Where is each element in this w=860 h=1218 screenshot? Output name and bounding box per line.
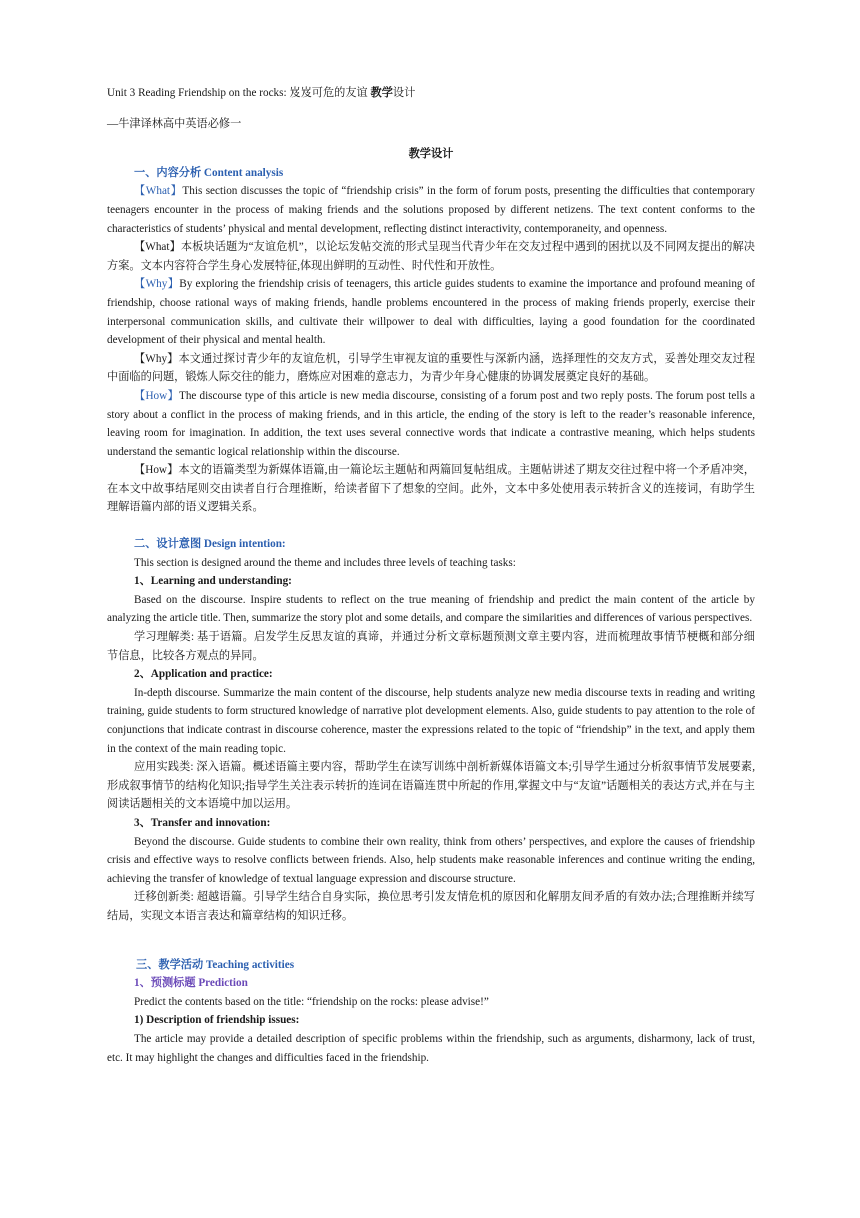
- what-en-paragraph: [107, 182, 755, 238]
- level1-heading: 1、Learning and understanding:: [134, 575, 292, 588]
- why-en-paragraph: [107, 275, 755, 349]
- level1-en: Based on the discourse. Inspire students to reflect on the true meaning of friendship and predict the main content of the article by analyzing the article title. Then, summarize the story plot and some details, and compare the similarities and differences of various perspectives.: [107, 593, 755, 625]
- prediction-intro: Predict the contents based on the title: “friendship on the rocks: please advise!”: [134, 995, 489, 1008]
- item1-text: The article may provide a detailed description of specific problems within the friendship, such as arguments, disharmony, lack of trust, etc. It may highlight the changes and difficulties faced in the friendship.: [107, 1032, 755, 1064]
- title-prefix: Unit 3 Reading Friendship on the rocks: 岌岌可危的友谊: [107, 87, 371, 99]
- what-tag: 【What】: [134, 185, 183, 198]
- title-suffix: 设计: [392, 87, 416, 99]
- how-tag: 【How】: [134, 389, 179, 402]
- spacer: [107, 926, 755, 956]
- level2-heading: 2、Application and practice:: [134, 668, 273, 681]
- document-subtitle: —牛津译林高中英语必修一: [107, 117, 242, 130]
- document-title: [107, 84, 755, 103]
- level3-zh: 迁移创新类: 超越语篇。引导学生结合自身实际，换位思考引发友情危机的原因和化解朋友间矛盾的有效办法;合理推断并续写结局，实现文本语言表达和篇章结构的知识迁移。: [107, 891, 755, 922]
- how-en-paragraph: [107, 387, 755, 461]
- level1-zh: 学习理解类: 基于语篇。启发学生反思友谊的真谛，并通过分析文章标题预测文章主要内容，进而梳理故事情节梗概和部分细节信息，比较各方观点的异同。: [107, 631, 755, 662]
- why-zh-paragraph: 【Why】本文通过探讨青少年的友谊危机，引导学生审视友谊的重要性与深新内涵，选择理性的交友方式，妥善处理交友过程中面临的问题，锻炼人际交往的能力，磨炼应对困难的意志力，为青少年身心健康的协调发展奠定良好的基础。: [107, 352, 755, 384]
- section2-intro: This section is designed around the theme and includes three levels of teaching tasks:: [134, 556, 516, 569]
- section2-heading: 二、设计意图 Design intention:: [134, 538, 286, 551]
- level2-zh: 应用实践类: 深入语篇。概述语篇主要内容，帮助学生在读写训练中剖析新媒体语篇文本;引导学生通过分析叙事情节发展要素,形成叙事情节的结构化知识;指导学生关注表示转折的连词在语篇连贯中所起的作用,掌握文中与“友谊”话题相关的表达方式,并在与主阅读话题相关的文本语境中加以运用。: [107, 761, 755, 811]
- how-zh-paragraph: 【How】本文的语篇类型为新媒体语篇,由一篇论坛主题帖和两篇回复帖组成。主题帖讲述了期友交往过程中将一个矛盾冲突，在本文中故事结尾则交由读者自行合理推断，给读者留下了想象的空间。此外，文本中多处使用表示转折含义的连接词，有助学生理解语篇内部的语义逻辑关系。: [107, 464, 755, 514]
- what-zh-paragraph: 【What】本板块话题为“友谊危机”，以论坛发帖交流的形式呈现当代青少年在交友过程中遇到的困扰以及不同网友提出的解决方案。文本内容符合学生身心发展特征,体现出鲜明的互动性、时代性和开放性。: [107, 241, 755, 272]
- level2-en: In-depth discourse. Summarize the main content of the discourse, help students analyze new media discourse texts in reading and writing training, guide students to form structured knowledge of narrative plot development elements. Also, guide students to pay attention to the role of conjunctions that indicate contrast in discourse coherence, master the expressions related to the topic of “friendship” in the text, and apply them in the context of the main reading topic.: [107, 686, 755, 755]
- spacer: [107, 517, 755, 535]
- what-en-text: This section discusses the topic of “friendship crisis” in the form of forum posts, presenting the difficulties that contemporary teenagers encounter in the process of making friends and the solutions proposed by different netizens. The text content conforms to the characteristics of students’ physical and mental development, reflecting distinct interactivity, contemporaneity, and openness.: [107, 185, 755, 235]
- prediction-heading: 1、预测标题 Prediction: [134, 977, 248, 990]
- level3-heading: 3、Transfer and innovation:: [134, 816, 271, 829]
- why-en-text: By exploring the friendship crisis of teenagers, this article guides students to examine the importance and profound meaning of friendship, choose rational ways of making friends, handle problems encountered in the process of making friends properly, exercise their interpersonal communication skills, and cultivate their willpower to deal with difficulties, laying a good foundation for the coordinated development of their physical and mental health.: [107, 278, 756, 347]
- section3-heading: 三、教学活动 Teaching activities: [136, 958, 295, 971]
- document-page: [107, 84, 755, 1067]
- section1-heading: 一、内容分析 Content analysis: [134, 166, 284, 179]
- why-tag: 【Why】: [134, 278, 180, 291]
- doc-heading: 教学设计: [408, 148, 454, 161]
- item1-heading: 1) Description of friendship issues:: [134, 1014, 300, 1027]
- how-en-text: The discourse type of this article is new media discourse, consisting of a forum post and two reply posts. The forum post tells a story about a conflict in the process of making friends, and in this article, the ending of the story is left to the reader’s reasonable inference, leaving room for imagination. In addition, the text uses several connective words that indicate a contrastive meaning, which helps students understand the semantic logical relationship within the discourse.: [107, 389, 755, 458]
- level3-en: Beyond the discourse. Guide students to combine their own reality, think from others’ perspectives, and explore the causes of friendship crisis and effective ways to resolve conflicts between friends. Also, help students make reasonable inferences and continue writing the ending, achieving the transfer of knowledge of textual language expression and discourse structure.: [107, 835, 755, 885]
- title-bold: 教学: [370, 87, 393, 99]
